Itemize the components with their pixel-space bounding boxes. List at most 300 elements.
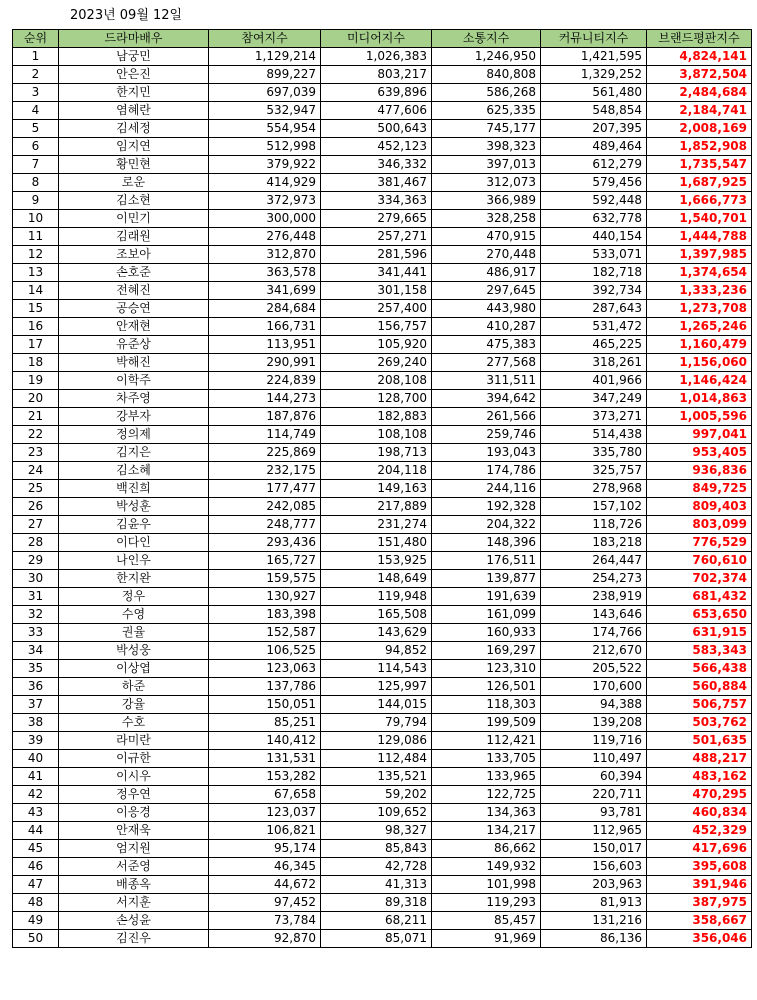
rank-cell: 8	[13, 174, 59, 192]
actor-name-cell: 이규한	[59, 750, 209, 768]
brand-reputation-cell: 760,610	[647, 552, 752, 570]
rank-cell: 26	[13, 498, 59, 516]
brand-reputation-cell: 953,405	[647, 444, 752, 462]
community-cell: 401,966	[541, 372, 647, 390]
community-cell: 143,646	[541, 606, 647, 624]
actor-name-cell: 이다인	[59, 534, 209, 552]
media-cell: 156,757	[321, 318, 432, 336]
community-cell: 170,600	[541, 678, 647, 696]
table-row	[13, 822, 752, 840]
brand-reputation-cell: 2,184,741	[647, 102, 752, 120]
header-brand-reputation: 브랜드평판지수	[647, 30, 752, 48]
actor-name-cell: 이상엽	[59, 660, 209, 678]
community-cell: 373,271	[541, 408, 647, 426]
media-cell: 452,123	[321, 138, 432, 156]
participation-cell: 276,448	[209, 228, 321, 246]
participation-cell: 379,922	[209, 156, 321, 174]
table-row	[13, 714, 752, 732]
actor-name-cell: 서지훈	[59, 894, 209, 912]
media-cell: 269,240	[321, 354, 432, 372]
community-cell: 156,603	[541, 858, 647, 876]
participation-cell: 166,731	[209, 318, 321, 336]
community-cell: 220,711	[541, 786, 647, 804]
participation-cell: 140,412	[209, 732, 321, 750]
rank-cell: 24	[13, 462, 59, 480]
table-row	[13, 570, 752, 588]
rank-cell: 27	[13, 516, 59, 534]
participation-cell: 153,282	[209, 768, 321, 786]
table-row	[13, 480, 752, 498]
participation-cell: 899,227	[209, 66, 321, 84]
rank-cell: 37	[13, 696, 59, 714]
header-rank: 순위	[13, 30, 59, 48]
communication-cell: 122,725	[432, 786, 541, 804]
table-row	[13, 642, 752, 660]
rank-cell: 35	[13, 660, 59, 678]
community-cell: 110,497	[541, 750, 647, 768]
communication-cell: 148,396	[432, 534, 541, 552]
actor-name-cell: 안재욱	[59, 822, 209, 840]
table-row	[13, 156, 752, 174]
table-row	[13, 768, 752, 786]
brand-reputation-cell: 506,757	[647, 696, 752, 714]
table-row	[13, 318, 752, 336]
actor-name-cell: 이시우	[59, 768, 209, 786]
communication-cell: 134,217	[432, 822, 541, 840]
communication-cell: 475,383	[432, 336, 541, 354]
community-cell: 325,757	[541, 462, 647, 480]
participation-cell: 95,174	[209, 840, 321, 858]
communication-cell: 586,268	[432, 84, 541, 102]
rank-cell: 9	[13, 192, 59, 210]
communication-cell: 277,568	[432, 354, 541, 372]
communication-cell: 745,177	[432, 120, 541, 138]
media-cell: 165,508	[321, 606, 432, 624]
community-cell: 561,480	[541, 84, 647, 102]
brand-reputation-cell: 936,836	[647, 462, 752, 480]
community-cell: 533,071	[541, 246, 647, 264]
communication-cell: 270,448	[432, 246, 541, 264]
community-cell: 93,781	[541, 804, 647, 822]
actor-name-cell: 이응경	[59, 804, 209, 822]
media-cell: 151,480	[321, 534, 432, 552]
communication-cell: 118,303	[432, 696, 541, 714]
actor-name-cell: 수호	[59, 714, 209, 732]
community-cell: 207,395	[541, 120, 647, 138]
actor-name-cell: 황민현	[59, 156, 209, 174]
brand-reputation-cell: 1,333,236	[647, 282, 752, 300]
table-row	[13, 192, 752, 210]
rank-cell: 41	[13, 768, 59, 786]
brand-reputation-cell: 653,650	[647, 606, 752, 624]
communication-cell: 160,933	[432, 624, 541, 642]
table-row	[13, 606, 752, 624]
rank-cell: 13	[13, 264, 59, 282]
participation-cell: 697,039	[209, 84, 321, 102]
media-cell: 257,271	[321, 228, 432, 246]
media-cell: 129,086	[321, 732, 432, 750]
participation-cell: 532,947	[209, 102, 321, 120]
participation-cell: 242,085	[209, 498, 321, 516]
header-media: 미디어지수	[321, 30, 432, 48]
actor-name-cell: 강부자	[59, 408, 209, 426]
participation-cell: 512,998	[209, 138, 321, 156]
media-cell: 85,843	[321, 840, 432, 858]
rank-cell: 31	[13, 588, 59, 606]
brand-reputation-cell: 4,824,141	[647, 48, 752, 66]
communication-cell: 192,328	[432, 498, 541, 516]
community-cell: 548,854	[541, 102, 647, 120]
brand-reputation-cell: 358,667	[647, 912, 752, 930]
brand-reputation-cell: 1,397,985	[647, 246, 752, 264]
media-cell: 125,997	[321, 678, 432, 696]
media-cell: 144,015	[321, 696, 432, 714]
community-cell: 118,726	[541, 516, 647, 534]
communication-cell: 410,287	[432, 318, 541, 336]
media-cell: 381,467	[321, 174, 432, 192]
brand-reputation-cell: 1,265,246	[647, 318, 752, 336]
brand-reputation-cell: 356,046	[647, 930, 752, 948]
rank-cell: 25	[13, 480, 59, 498]
communication-cell: 443,980	[432, 300, 541, 318]
brand-reputation-cell: 2,008,169	[647, 120, 752, 138]
table-row	[13, 282, 752, 300]
media-cell: 477,606	[321, 102, 432, 120]
actor-name-cell: 김소현	[59, 192, 209, 210]
brand-reputation-table	[12, 29, 752, 948]
brand-reputation-cell: 3,872,504	[647, 66, 752, 84]
communication-cell: 366,989	[432, 192, 541, 210]
community-cell: 174,766	[541, 624, 647, 642]
communication-cell: 176,511	[432, 552, 541, 570]
header-participation: 참여지수	[209, 30, 321, 48]
media-cell: 105,920	[321, 336, 432, 354]
actor-name-cell: 수영	[59, 606, 209, 624]
media-cell: 182,883	[321, 408, 432, 426]
participation-cell: 152,587	[209, 624, 321, 642]
table-row	[13, 660, 752, 678]
participation-cell: 114,749	[209, 426, 321, 444]
actor-name-cell: 권율	[59, 624, 209, 642]
actor-name-cell: 공승연	[59, 300, 209, 318]
participation-cell: 150,051	[209, 696, 321, 714]
community-cell: 212,670	[541, 642, 647, 660]
table-row	[13, 786, 752, 804]
communication-cell: 101,998	[432, 876, 541, 894]
brand-reputation-cell: 1,374,654	[647, 264, 752, 282]
rank-cell: 16	[13, 318, 59, 336]
table-row	[13, 336, 752, 354]
participation-cell: 312,870	[209, 246, 321, 264]
actor-name-cell: 전혜진	[59, 282, 209, 300]
communication-cell: 134,363	[432, 804, 541, 822]
communication-cell: 261,566	[432, 408, 541, 426]
rank-cell: 47	[13, 876, 59, 894]
actor-name-cell: 정의제	[59, 426, 209, 444]
participation-cell: 232,175	[209, 462, 321, 480]
table-row	[13, 66, 752, 84]
rank-cell: 23	[13, 444, 59, 462]
rank-cell: 17	[13, 336, 59, 354]
actor-name-cell: 손성윤	[59, 912, 209, 930]
table-row	[13, 876, 752, 894]
rank-cell: 42	[13, 786, 59, 804]
brand-reputation-cell: 1,156,060	[647, 354, 752, 372]
brand-reputation-cell: 1,687,925	[647, 174, 752, 192]
participation-cell: 554,954	[209, 120, 321, 138]
communication-cell: 470,915	[432, 228, 541, 246]
community-cell: 131,216	[541, 912, 647, 930]
participation-cell: 67,658	[209, 786, 321, 804]
communication-cell: 149,932	[432, 858, 541, 876]
rank-cell: 43	[13, 804, 59, 822]
table-row	[13, 426, 752, 444]
actor-name-cell: 한지민	[59, 84, 209, 102]
media-cell: 149,163	[321, 480, 432, 498]
rank-cell: 22	[13, 426, 59, 444]
table-row	[13, 354, 752, 372]
actor-name-cell: 라미란	[59, 732, 209, 750]
actor-name-cell: 배종옥	[59, 876, 209, 894]
participation-cell: 97,452	[209, 894, 321, 912]
community-cell: 318,261	[541, 354, 647, 372]
media-cell: 98,327	[321, 822, 432, 840]
rank-cell: 46	[13, 858, 59, 876]
actor-name-cell: 이학주	[59, 372, 209, 390]
communication-cell: 204,322	[432, 516, 541, 534]
rank-cell: 15	[13, 300, 59, 318]
table-row	[13, 552, 752, 570]
participation-cell: 1,129,214	[209, 48, 321, 66]
media-cell: 41,313	[321, 876, 432, 894]
actor-name-cell: 서준영	[59, 858, 209, 876]
communication-cell: 169,297	[432, 642, 541, 660]
participation-cell: 183,398	[209, 606, 321, 624]
header-row	[13, 30, 752, 48]
table-body	[13, 48, 752, 948]
media-cell: 112,484	[321, 750, 432, 768]
rank-cell: 1	[13, 48, 59, 66]
brand-reputation-cell: 501,635	[647, 732, 752, 750]
brand-reputation-cell: 417,696	[647, 840, 752, 858]
rank-cell: 45	[13, 840, 59, 858]
community-cell: 150,017	[541, 840, 647, 858]
brand-reputation-cell: 809,403	[647, 498, 752, 516]
brand-reputation-cell: 2,484,684	[647, 84, 752, 102]
communication-cell: 486,917	[432, 264, 541, 282]
table-row	[13, 120, 752, 138]
brand-reputation-cell: 849,725	[647, 480, 752, 498]
media-cell: 68,211	[321, 912, 432, 930]
actor-name-cell: 한지완	[59, 570, 209, 588]
communication-cell: 112,421	[432, 732, 541, 750]
communication-cell: 394,642	[432, 390, 541, 408]
brand-reputation-cell: 631,915	[647, 624, 752, 642]
community-cell: 632,778	[541, 210, 647, 228]
actor-name-cell: 임지연	[59, 138, 209, 156]
participation-cell: 177,477	[209, 480, 321, 498]
rank-cell: 18	[13, 354, 59, 372]
community-cell: 60,394	[541, 768, 647, 786]
communication-cell: 244,116	[432, 480, 541, 498]
brand-reputation-cell: 566,438	[647, 660, 752, 678]
media-cell: 79,794	[321, 714, 432, 732]
rank-cell: 11	[13, 228, 59, 246]
table-row	[13, 300, 752, 318]
table-row	[13, 696, 752, 714]
participation-cell: 414,929	[209, 174, 321, 192]
communication-cell: 199,509	[432, 714, 541, 732]
participation-cell: 224,839	[209, 372, 321, 390]
actor-name-cell: 김래원	[59, 228, 209, 246]
participation-cell: 123,063	[209, 660, 321, 678]
table-row	[13, 174, 752, 192]
brand-reputation-cell: 503,762	[647, 714, 752, 732]
actor-name-cell: 정우연	[59, 786, 209, 804]
brand-reputation-cell: 1,735,547	[647, 156, 752, 174]
media-cell: 1,026,383	[321, 48, 432, 66]
table-row	[13, 48, 752, 66]
rank-cell: 32	[13, 606, 59, 624]
table-row	[13, 84, 752, 102]
table-row	[13, 228, 752, 246]
communication-cell: 85,457	[432, 912, 541, 930]
participation-cell: 113,951	[209, 336, 321, 354]
brand-reputation-cell: 583,343	[647, 642, 752, 660]
community-cell: 94,388	[541, 696, 647, 714]
participation-cell: 248,777	[209, 516, 321, 534]
community-cell: 264,447	[541, 552, 647, 570]
media-cell: 114,543	[321, 660, 432, 678]
rank-cell: 19	[13, 372, 59, 390]
rank-cell: 40	[13, 750, 59, 768]
table-row	[13, 462, 752, 480]
media-cell: 198,713	[321, 444, 432, 462]
brand-reputation-cell: 488,217	[647, 750, 752, 768]
media-cell: 204,118	[321, 462, 432, 480]
media-cell: 143,629	[321, 624, 432, 642]
actor-name-cell: 김세정	[59, 120, 209, 138]
header-actor: 드라마배우	[59, 30, 209, 48]
actor-name-cell: 김윤우	[59, 516, 209, 534]
rank-cell: 21	[13, 408, 59, 426]
communication-cell: 625,335	[432, 102, 541, 120]
media-cell: 639,896	[321, 84, 432, 102]
rank-cell: 14	[13, 282, 59, 300]
table-row	[13, 390, 752, 408]
media-cell: 128,700	[321, 390, 432, 408]
rank-cell: 3	[13, 84, 59, 102]
participation-cell: 363,578	[209, 264, 321, 282]
table-row	[13, 678, 752, 696]
actor-name-cell: 정우	[59, 588, 209, 606]
community-cell: 440,154	[541, 228, 647, 246]
rank-cell: 4	[13, 102, 59, 120]
media-cell: 89,318	[321, 894, 432, 912]
media-cell: 500,643	[321, 120, 432, 138]
communication-cell: 119,293	[432, 894, 541, 912]
rank-cell: 36	[13, 678, 59, 696]
media-cell: 231,274	[321, 516, 432, 534]
table-row	[13, 102, 752, 120]
media-cell: 341,441	[321, 264, 432, 282]
participation-cell: 341,699	[209, 282, 321, 300]
community-cell: 81,913	[541, 894, 647, 912]
actor-name-cell: 안은진	[59, 66, 209, 84]
actor-name-cell: 백진희	[59, 480, 209, 498]
table-row	[13, 534, 752, 552]
community-cell: 1,421,595	[541, 48, 647, 66]
participation-cell: 159,575	[209, 570, 321, 588]
report-date: 2023년 09월 12일	[70, 8, 183, 23]
participation-cell: 131,531	[209, 750, 321, 768]
actor-name-cell: 강율	[59, 696, 209, 714]
rank-cell: 7	[13, 156, 59, 174]
community-cell: 287,643	[541, 300, 647, 318]
brand-reputation-cell: 1,444,788	[647, 228, 752, 246]
media-cell: 148,649	[321, 570, 432, 588]
table-row	[13, 138, 752, 156]
brand-reputation-cell: 391,946	[647, 876, 752, 894]
actor-name-cell: 김진우	[59, 930, 209, 948]
rank-cell: 6	[13, 138, 59, 156]
brand-reputation-cell: 702,374	[647, 570, 752, 588]
participation-cell: 106,525	[209, 642, 321, 660]
community-cell: 347,249	[541, 390, 647, 408]
brand-reputation-cell: 803,099	[647, 516, 752, 534]
communication-cell: 133,705	[432, 750, 541, 768]
community-cell: 392,734	[541, 282, 647, 300]
actor-name-cell: 하준	[59, 678, 209, 696]
table-row	[13, 894, 752, 912]
actor-name-cell: 차주영	[59, 390, 209, 408]
participation-cell: 46,345	[209, 858, 321, 876]
brand-reputation-cell: 1,273,708	[647, 300, 752, 318]
community-cell: 465,225	[541, 336, 647, 354]
community-cell: 182,718	[541, 264, 647, 282]
rank-cell: 29	[13, 552, 59, 570]
rank-cell: 34	[13, 642, 59, 660]
community-cell: 139,208	[541, 714, 647, 732]
table-row	[13, 750, 752, 768]
participation-cell: 130,927	[209, 588, 321, 606]
header-community: 커뮤니티지수	[541, 30, 647, 48]
community-cell: 254,273	[541, 570, 647, 588]
table-row	[13, 912, 752, 930]
communication-cell: 161,099	[432, 606, 541, 624]
communication-cell: 312,073	[432, 174, 541, 192]
communication-cell: 133,965	[432, 768, 541, 786]
media-cell: 301,158	[321, 282, 432, 300]
table-row	[13, 516, 752, 534]
brand-reputation-cell: 460,834	[647, 804, 752, 822]
community-cell: 157,102	[541, 498, 647, 516]
communication-cell: 1,246,950	[432, 48, 541, 66]
rank-cell: 2	[13, 66, 59, 84]
brand-reputation-cell: 395,608	[647, 858, 752, 876]
participation-cell: 85,251	[209, 714, 321, 732]
table-row	[13, 930, 752, 948]
media-cell: 208,108	[321, 372, 432, 390]
community-cell: 86,136	[541, 930, 647, 948]
communication-cell: 91,969	[432, 930, 541, 948]
media-cell: 346,332	[321, 156, 432, 174]
actor-name-cell: 남궁민	[59, 48, 209, 66]
communication-cell: 259,746	[432, 426, 541, 444]
communication-cell: 311,511	[432, 372, 541, 390]
rank-cell: 12	[13, 246, 59, 264]
table-row	[13, 624, 752, 642]
